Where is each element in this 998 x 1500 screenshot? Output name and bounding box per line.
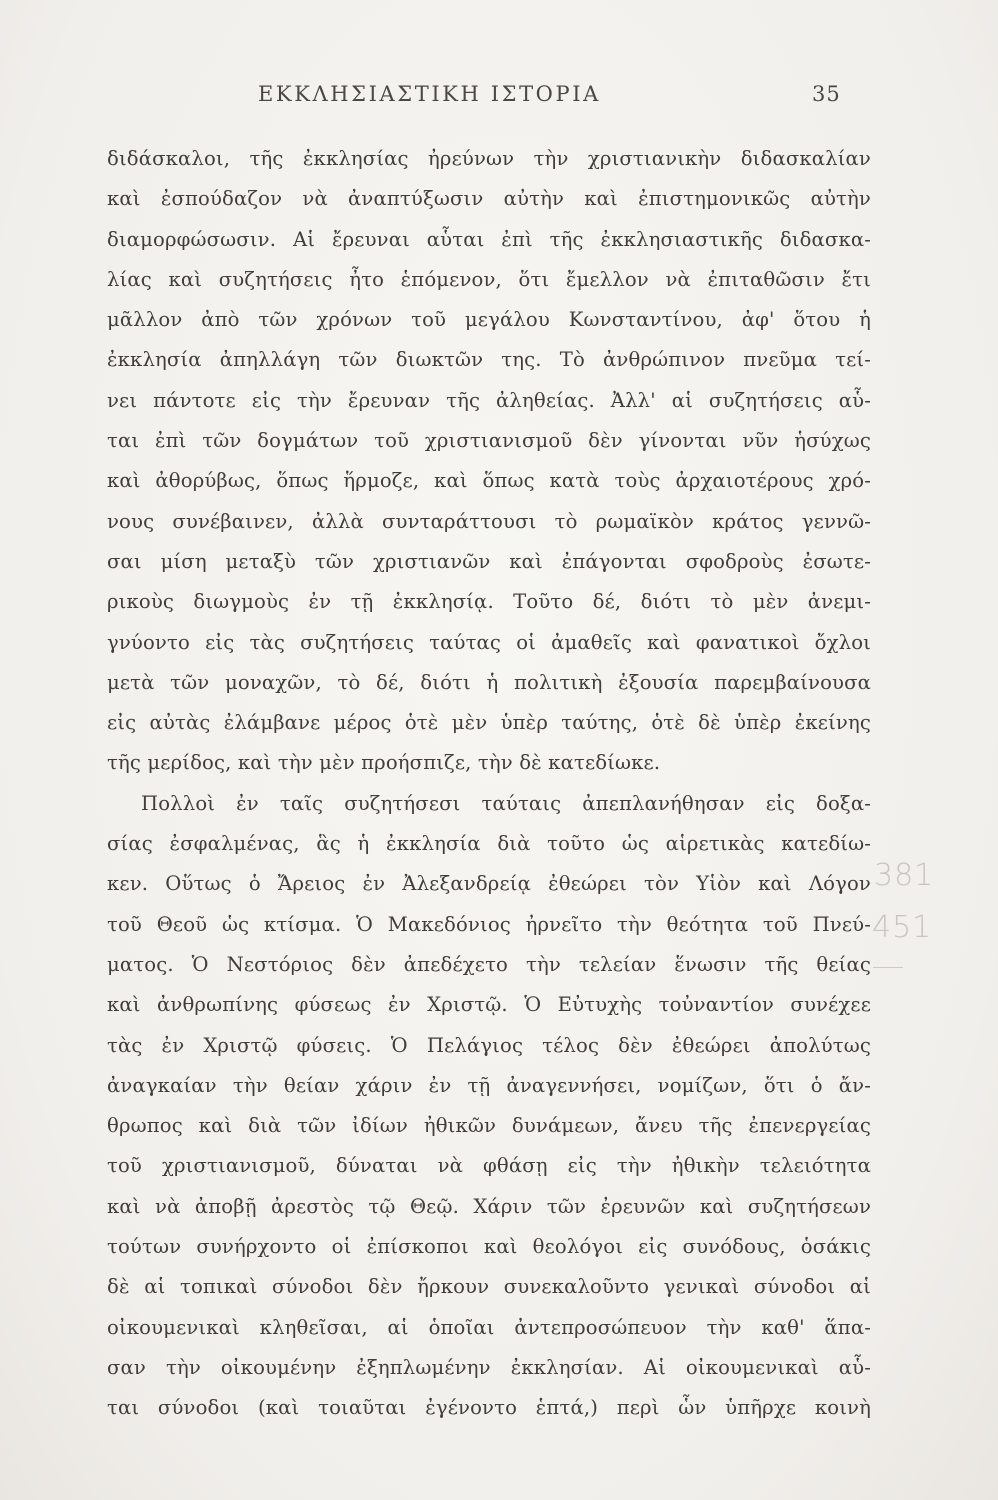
margin-note-pencil: 451 xyxy=(872,910,933,945)
text-line: μᾶλλον ἀπὸ τῶν χρόνων τοῦ μεγάλου Κωνσταντίνου, ἀφ' ὅτου ἡ xyxy=(107,308,871,332)
text-line: τοῦ χριστιανισμοῦ, δύναται νὰ φθάσῃ εἰς τὴν ἠθικὴν τελειότητα xyxy=(107,1154,871,1178)
text-line: τούτων συνήρχοντο οἱ ἐπίσκοποι καὶ θεολόγοι εἰς συνόδους, ὁσάκις xyxy=(107,1235,871,1259)
text-line: τοῦ Θεοῦ ὡς κτίσμα. Ὁ Μακεδόνιος ἠρνεῖτο τὴν θεότητα τοῦ Πνεύ- xyxy=(107,912,871,936)
text-line: ἀναγκαίαν τὴν θείαν χάριν ἐν τῇ ἀναγεννήσει, νομίζων, ὅτι ὁ ἄν- xyxy=(107,1073,871,1097)
text-line: νους συνέβαινεν, ἀλλὰ συνταράττουσι τὸ ρωμαϊκὸν κράτος γεννῶ- xyxy=(107,509,871,533)
paragraph-end-line: τῆς μερίδος, καὶ τὴν μὲν προήσπιζε, τὴν δὲ κατεδίωκε. xyxy=(107,751,661,775)
text-line: ἐκκλησία ἀπηλλάγη τῶν διωκτῶν της. Τὸ ἀνθρώπινον πνεῦμα τεί- xyxy=(107,348,871,372)
running-title: ΕΚΚΛΗΣΙΑΣΤΙΚΗ ΙΣΤΟΡΙΑ xyxy=(258,82,601,106)
margin-note-pencil: 381 xyxy=(874,858,935,893)
text-line: κεν. Οὕτως ὁ Ἄρειος ἐν Ἀλεξανδρείᾳ ἐθεώρει τὸν Υἱὸν καὶ Λόγον xyxy=(107,872,871,896)
text-line: καὶ ἀθορύβως, ὅπως ἥρμοζε, καὶ ὅπως κατὰ τοὺς ἀρχαιοτέρους χρό- xyxy=(107,469,871,493)
text-line: σαι μίση μεταξὺ τῶν χριστιανῶν καὶ ἐπάγονται σφοδροὺς ἐσωτε- xyxy=(107,549,871,573)
paragraph-start-line: Πολλοὶ ἐν ταῖς συζητήσεσι ταύταις ἀπεπλανήθησαν εἰς δοξα- xyxy=(141,791,871,815)
text-line: διαμορφώσωσιν. Αἱ ἔρευναι αὗται ἐπὶ τῆς ἐκκλησιαστικῆς διδασκα- xyxy=(107,227,871,251)
text-line: καὶ ἐσπούδαζον νὰ ἀναπτύξωσιν αὐτὴν καὶ ἐπιστημονικῶς αὐτὴν xyxy=(107,187,871,211)
text-line: ται ἐπὶ τῶν δογμάτων τοῦ χριστιανισμοῦ δὲν γίνονται νῦν ἡσύχως xyxy=(107,429,871,453)
text-line: γνύοντο εἰς τὰς συζητήσεις ταύτας οἱ ἀμαθεῖς καὶ φανατικοὶ ὄχλοι xyxy=(107,630,871,654)
text-line: ματος. Ὁ Νεστόριος δὲν ἀπεδέχετο τὴν τελείαν ἕνωσιν τῆς θείας xyxy=(107,952,871,976)
body-text xyxy=(107,139,871,1429)
text-line: λίας καὶ συζητήσεις ἦτο ἑπόμενον, ὅτι ἔμελλον νὰ ἐπιταθῶσιν ἔτι xyxy=(107,267,871,291)
text-line: μετὰ τῶν μοναχῶν, τὸ δέ, διότι ἡ πολιτικὴ ἐξουσία παρεμβαίνουσα xyxy=(107,670,871,694)
text-line: τὰς ἐν Χριστῷ φύσεις. Ὁ Πελάγιος τέλος δὲν ἐθεώρει ἀπολύτως xyxy=(107,1033,871,1057)
text-line: ρικοὺς διωγμοὺς ἐν τῇ ἐκκλησίᾳ. Τοῦτο δέ, διότι τὸ μὲν ἀνεμι- xyxy=(107,590,871,614)
text-line: εἰς αὐτὰς ἐλάμβανε μέρος ὁτὲ μὲν ὑπὲρ ταύτης, ὁτὲ δὲ ὑπὲρ ἐκείνης xyxy=(107,711,871,735)
margin-pencil-mark xyxy=(873,967,903,968)
text-line: καὶ ἀνθρωπίνης φύσεως ἐν Χριστῷ. Ὁ Εὐτυχὴς τοὐναντίον συνέχεε xyxy=(107,993,871,1017)
text-line: οἰκουμενικαὶ κληθεῖσαι, αἱ ὁποῖαι ἀντεπροσώπευον τὴν καθ' ἅπα- xyxy=(107,1315,871,1339)
text-line: δὲ αἱ τοπικαὶ σύνοδοι δὲν ἤρκουν συνεκαλοῦντο γενικαὶ σύνοδοι αἱ xyxy=(107,1275,871,1299)
text-line: σίας ἐσφαλμένας, ἃς ἡ ἐκκλησία διὰ τοῦτο ὡς αἱρετικὰς κατεδίω- xyxy=(107,832,871,856)
text-line: καὶ νὰ ἀποβῇ ἀρεστὸς τῷ Θεῷ. Χάριν τῶν ἐρευνῶν καὶ συζητήσεων xyxy=(107,1194,871,1218)
page-number: 35 xyxy=(812,82,841,106)
text-line: ται σύνοδοι (καὶ τοιαῦται ἐγένοντο ἑπτά,) περὶ ὧν ὑπῆρχε κοινὴ xyxy=(107,1396,871,1420)
text-line: νει πάντοτε εἰς τὴν ἔρευναν τῆς ἀληθείας. Ἀλλ' αἱ συζητήσεις αὗ- xyxy=(107,388,871,412)
text-line: σαν τὴν οἰκουμένην ἐξηπλωμένην ἐκκλησίαν. Αἱ οἰκουμενικαὶ αὗ- xyxy=(107,1355,871,1379)
text-line: θρωπος καὶ διὰ τῶν ἰδίων ἠθικῶν δυνάμεων, ἄνευ τῆς ἐπενεργείας xyxy=(107,1114,871,1138)
running-head xyxy=(0,78,998,112)
text-line: διδάσκαλοι, τῆς ἐκκλησίας ἠρεύνων τὴν χριστιανικὴν διδασκαλίαν xyxy=(107,147,871,170)
